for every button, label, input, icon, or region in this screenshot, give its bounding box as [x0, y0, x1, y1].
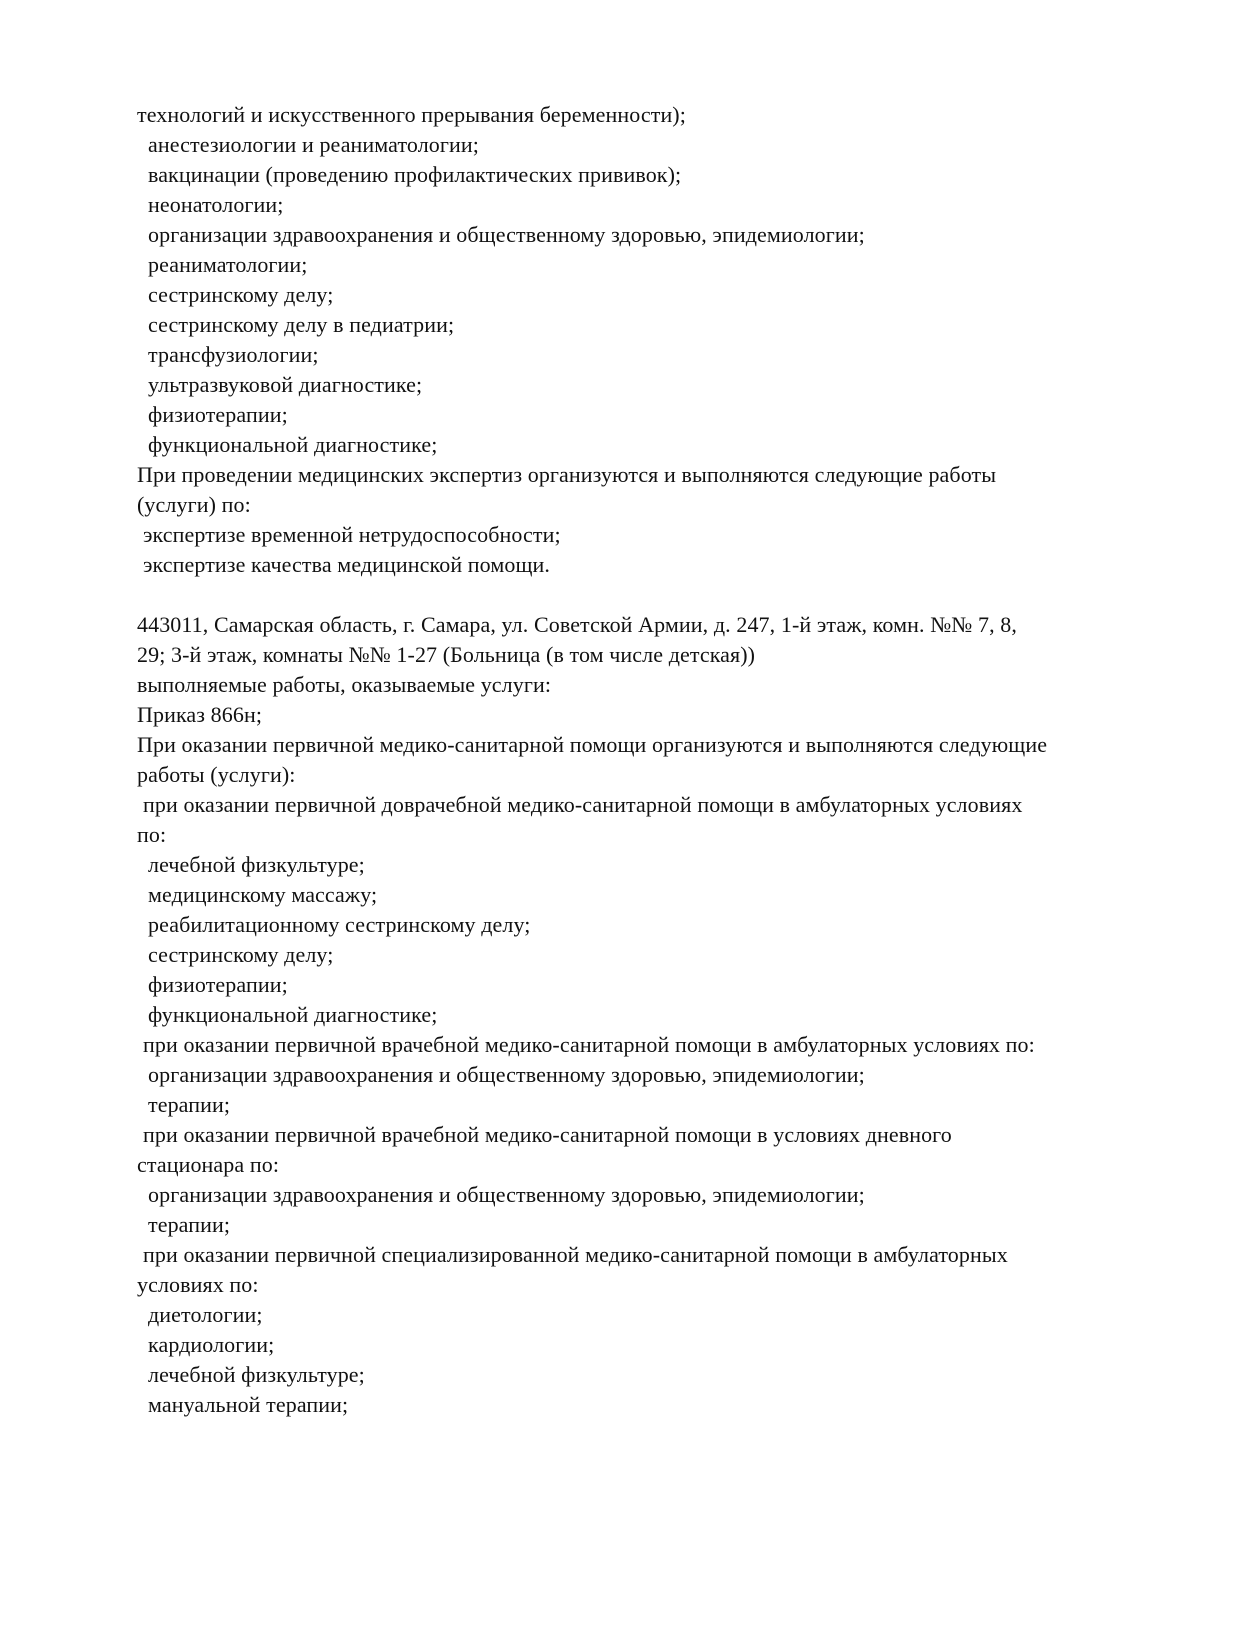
text-line: При оказании первичной медико-санитарной помощи организуются и выполняются следующие [137, 732, 1048, 757]
text-line: реабилитационному сестринскому делу; [148, 912, 531, 937]
text-line: экспертизе временной нетрудоспособности; [143, 522, 561, 547]
text-line: При проведении медицинских экспертиз организуются и выполняются следующие работы [137, 462, 997, 487]
text-line: анестезиологии и реаниматологии; [148, 132, 479, 157]
text-line: неонатологии; [148, 192, 284, 217]
text-line: сестринскому делу в педиатрии; [148, 312, 455, 337]
text-line: мануальной терапии; [148, 1392, 349, 1417]
text-line: физиотерапии; [148, 972, 288, 997]
text-line: выполняемые работы, оказываемые услуги: [137, 672, 552, 697]
text-line: при оказании первичной специализированной медико-санитарной помощи в амбулаторных [143, 1242, 1008, 1267]
text-line: сестринскому делу; [148, 282, 334, 307]
text-line: трансфузиологии; [148, 342, 319, 367]
text-line: вакцинации (проведению профилактических прививок); [148, 162, 682, 187]
text-line: 29; 3-й этаж, комнаты №№ 1-27 (Больница (в том числе детская)) [137, 642, 756, 667]
text-line: при оказании первичной врачебной медико-санитарной помощи в условиях дневного [143, 1122, 952, 1147]
text-line: лечебной физкультуре; [148, 1362, 365, 1387]
text-line: условиях по: [137, 1272, 259, 1297]
text-line: сестринскому делу; [148, 942, 334, 967]
text-line: терапии; [148, 1212, 231, 1237]
text-line: при оказании первичной доврачебной медико-санитарной помощи в амбулаторных условиях [143, 792, 1023, 817]
text-line: диетологии; [148, 1302, 263, 1327]
license-text-block [137, 100, 1177, 1420]
text-line: терапии; [148, 1092, 231, 1117]
text-line: при оказании первичной врачебной медико-санитарной помощи в амбулаторных условиях по: [143, 1032, 1035, 1057]
text-line: стационара по: [137, 1152, 280, 1177]
text-line: Приказ 866н; [137, 702, 263, 727]
text-line: работы (услуги): [137, 762, 296, 787]
text-line: лечебной физкультуре; [148, 852, 365, 877]
text-line: (услуги) по: [137, 492, 251, 517]
text-line: функциональной диагностике; [148, 1002, 438, 1027]
text-line: медицинскому массажу; [148, 882, 378, 907]
text-line: организации здравоохранения и общественному здоровью, эпидемиологии; [148, 1182, 865, 1207]
text-line: функциональной диагностике; [148, 432, 438, 457]
text-line: физиотерапии; [148, 402, 288, 427]
text-line: реаниматологии; [148, 252, 308, 277]
text-line: экспертизе качества медицинской помощи. [143, 552, 550, 577]
text-line: по: [137, 822, 167, 847]
text-line: 443011, Самарская область, г. Самара, ул. Советской Армии, д. 247, 1-й этаж, комн. №№ 7, 8, [137, 612, 1017, 637]
text-line: технологий и искусственного прерывания беременности); [137, 102, 686, 127]
text-line: кардиологии; [148, 1332, 275, 1357]
text-line: организации здравоохранения и общественному здоровью, эпидемиологии; [148, 1062, 865, 1087]
blank-line [137, 580, 1177, 610]
text-line: организации здравоохранения и общественному здоровью, эпидемиологии; [148, 222, 865, 247]
text-line: ультразвуковой диагностике; [148, 372, 423, 397]
